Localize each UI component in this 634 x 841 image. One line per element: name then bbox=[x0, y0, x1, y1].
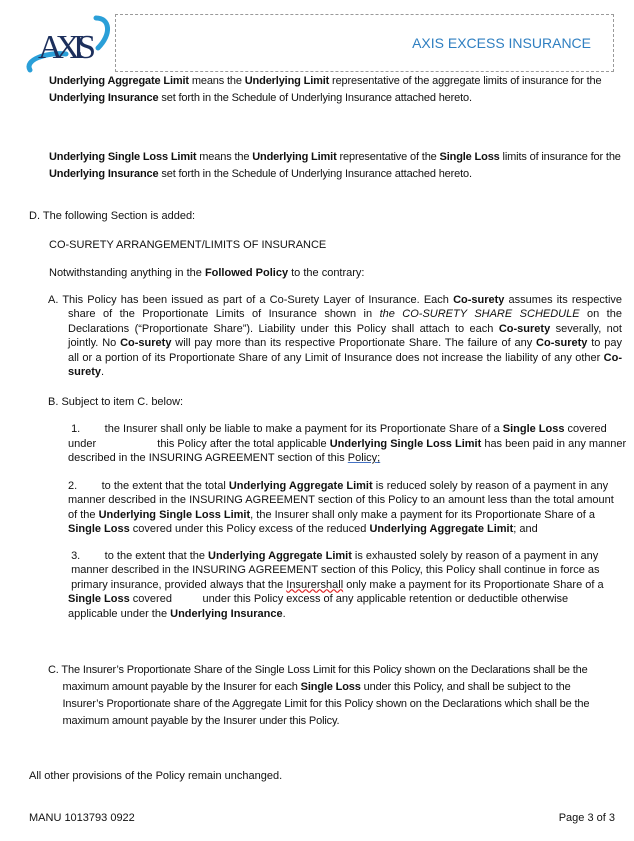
text-segment: representative of the bbox=[336, 151, 440, 163]
defined-term: Single Loss bbox=[439, 151, 500, 163]
text-segment: manner described in the INSURING AGREEMENT section of this Policy, this Policy shall continue in force as bbox=[68, 564, 600, 576]
notwithstanding-text bbox=[49, 266, 615, 281]
text-segment: on the bbox=[579, 308, 622, 320]
defined-term: Underlying Insurance bbox=[49, 92, 159, 104]
text-segment: to pay bbox=[587, 337, 622, 349]
text-segment: . bbox=[101, 366, 105, 378]
defined-term: Co-surety bbox=[453, 293, 505, 306]
defined-term: Underlying Aggregate Limit bbox=[228, 479, 373, 492]
text-line bbox=[68, 549, 630, 564]
text-segment: described in the INSURING AGREEMENT section of this bbox=[68, 452, 348, 464]
text-segment: covered under this Policy excess of the reduced bbox=[129, 523, 370, 535]
defined-term: Followed Policy bbox=[204, 267, 289, 279]
text-segment: severally, not bbox=[550, 322, 622, 335]
item-b2 bbox=[68, 479, 630, 537]
defined-term: Single Loss bbox=[502, 423, 565, 435]
text-segment: jointly. No bbox=[68, 337, 121, 349]
text-segment: D. The following Section is added: bbox=[29, 210, 196, 222]
header-title: AXIS EXCESS INSURANCE bbox=[412, 35, 591, 51]
text-segment: A. This Policy has been issued as part of a Co-Surety Layer of Insurance. Each bbox=[48, 293, 454, 306]
text-segment: All other provisions of the Policy remain unchanged. bbox=[29, 770, 283, 782]
defined-term: Single Loss bbox=[68, 523, 130, 535]
text-segment: Policy; bbox=[347, 452, 381, 464]
footer bbox=[0, 811, 634, 826]
defined-term: Single Loss bbox=[68, 593, 130, 605]
text-segment: Insurershall bbox=[286, 578, 344, 591]
text-segment: maximum amount payable by the Insurer under this Policy. bbox=[48, 715, 340, 727]
text-segment: primary insurance, provided always that the bbox=[68, 578, 287, 591]
def-underlying-aggregate-limit bbox=[49, 73, 634, 107]
text-segment: 2. to the extent that the total bbox=[68, 479, 229, 492]
text-line bbox=[48, 336, 622, 351]
text-segment: share of the Proportionate Limits of Insurance shown in bbox=[68, 308, 380, 320]
text-segment: C. The Insurer’s Proportionate Share of the Single Loss Limit for this Policy shown on the Declarations shall be the bbox=[48, 664, 588, 676]
text-segment: the CO-SURETY SHARE SCHEDULE bbox=[379, 308, 580, 320]
page-number: Page 3 of 3 bbox=[558, 811, 615, 824]
text-line bbox=[48, 395, 622, 410]
text-segment: B. Subject to item C. below: bbox=[48, 395, 184, 408]
text-segment: will pay more than its respective Proportionate Share. The failure of any bbox=[171, 337, 537, 349]
text-line bbox=[68, 493, 630, 508]
text-segment: of the bbox=[68, 508, 99, 521]
text-segment: covered bbox=[564, 423, 607, 435]
text-line bbox=[48, 713, 634, 730]
text-segment: only make a payment for its Proportionate Share of a bbox=[343, 578, 604, 591]
text-segment: means the bbox=[196, 151, 253, 163]
text-segment: Declarations (“Proportionate Share”). Liability under this Policy shall attach to each bbox=[68, 322, 499, 335]
text-line bbox=[29, 769, 615, 784]
text-segment: to the contrary: bbox=[288, 267, 365, 279]
item-c bbox=[48, 662, 634, 730]
text-line bbox=[48, 351, 622, 366]
defined-term: Underlying Insurance bbox=[49, 168, 159, 180]
text-line bbox=[68, 451, 630, 466]
text-segment: has been paid in any manner bbox=[481, 437, 627, 450]
text-line bbox=[68, 607, 630, 622]
text-line bbox=[48, 679, 634, 696]
section-heading bbox=[49, 238, 615, 253]
text-segment: all or a portion of its Proportionate Share of any Limit of Insurance does not increase the liability of any other bbox=[68, 351, 604, 364]
text-line bbox=[68, 563, 630, 578]
defined-term: Underlying Aggregate Limit bbox=[369, 523, 514, 535]
text-segment: ; and bbox=[513, 523, 538, 535]
text-segment: applicable under the bbox=[68, 607, 171, 620]
header-box bbox=[115, 14, 614, 72]
axis-logo bbox=[26, 12, 114, 74]
item-b1 bbox=[68, 422, 630, 466]
text-line bbox=[68, 437, 630, 452]
item-a bbox=[48, 293, 622, 380]
text-segment: manner described in the INSURING AGREEMENT section of this Policy to an amount less than the total amount bbox=[68, 494, 614, 506]
defined-term: Underlying Aggregate Limit bbox=[49, 75, 189, 87]
text-line bbox=[68, 422, 630, 437]
text-line bbox=[49, 238, 615, 253]
text-segment: representative of the aggregate limits of insurance for the bbox=[329, 75, 602, 87]
text-segment: assumes its respective bbox=[504, 293, 623, 306]
text-line bbox=[48, 293, 622, 308]
def-underlying-single-loss-limit bbox=[49, 149, 634, 183]
text-segment: set forth in the Schedule of Underlying Insurance attached hereto. bbox=[158, 92, 472, 104]
defined-term: Co-surety bbox=[536, 337, 588, 349]
text-segment: , the Insurer shall only make a payment for its Proportionate Share of a bbox=[250, 508, 596, 521]
text-line bbox=[48, 307, 622, 322]
text-line bbox=[49, 90, 634, 107]
document-body bbox=[0, 73, 634, 825]
defined-term: Underlying Insurance bbox=[170, 607, 283, 620]
text-line bbox=[48, 322, 622, 337]
text-line bbox=[68, 578, 630, 593]
item-b3 bbox=[68, 549, 630, 622]
closing-text bbox=[29, 769, 615, 784]
text-segment: covered under this Policy excess of any applicable retention or deductible otherwise bbox=[129, 593, 569, 605]
item-b bbox=[48, 395, 622, 410]
defined-term: Underlying Single Loss Limit bbox=[49, 151, 197, 163]
defined-term: surety bbox=[68, 366, 102, 378]
text-segment: Notwithstanding anything in the bbox=[49, 267, 205, 279]
text-segment: maximum amount payable by the Insurer for each bbox=[48, 681, 301, 693]
text-segment: limits of insurance for the bbox=[499, 151, 621, 163]
text-segment: 3. to the extent that the bbox=[68, 549, 209, 562]
defined-term: Co- bbox=[603, 351, 622, 364]
text-line bbox=[48, 662, 634, 679]
defined-term: Underlying Limit bbox=[244, 75, 330, 87]
text-line bbox=[68, 479, 630, 494]
defined-term: Single Loss bbox=[300, 681, 361, 693]
text-segment: under this Policy, and shall be subject to the bbox=[360, 681, 571, 693]
defined-term: Co-surety bbox=[498, 322, 551, 335]
section-d-intro bbox=[29, 209, 615, 224]
defined-term: Co-surety bbox=[120, 337, 172, 349]
text-segment: . bbox=[282, 607, 286, 620]
svg-text:AXIS: AXIS bbox=[38, 29, 96, 66]
text-line bbox=[48, 365, 622, 380]
text-segment: set forth in the Schedule of Underlying Insurance attached hereto. bbox=[158, 168, 472, 180]
text-line bbox=[48, 696, 634, 713]
text-segment: is reduced solely by reason of a payment in any bbox=[372, 479, 609, 492]
form-number: MANU 1013793 0922 bbox=[29, 811, 135, 824]
text-segment: CO-SURETY ARRANGEMENT/LIMITS OF INSURANCE bbox=[49, 238, 327, 251]
text-line bbox=[49, 166, 634, 183]
text-segment: Insurer’s Proportionate share of the Aggregate Limit for this Policy shown on the Declarations which shall be the bbox=[48, 698, 590, 710]
text-segment: 1. the Insurer shall only be liable to make a payment for its Proportionate Share of a bbox=[68, 423, 503, 435]
text-line bbox=[68, 592, 630, 607]
defined-term: Underlying Limit bbox=[252, 151, 337, 163]
defined-term: Underlying Aggregate Limit bbox=[208, 549, 352, 562]
text-line bbox=[68, 522, 630, 537]
text-line bbox=[68, 508, 630, 523]
text-segment: under this Policy after the total applicable bbox=[68, 437, 330, 450]
text-line bbox=[49, 73, 634, 90]
defined-term: Underlying Single Loss Limit bbox=[98, 508, 251, 521]
text-line bbox=[29, 209, 615, 224]
text-segment: is exhausted solely by reason of a payment in any bbox=[351, 549, 599, 562]
text-segment: means the bbox=[188, 75, 245, 87]
text-line bbox=[49, 266, 615, 281]
text-line bbox=[49, 149, 634, 166]
defined-term: Underlying Single Loss Limit bbox=[329, 437, 482, 450]
